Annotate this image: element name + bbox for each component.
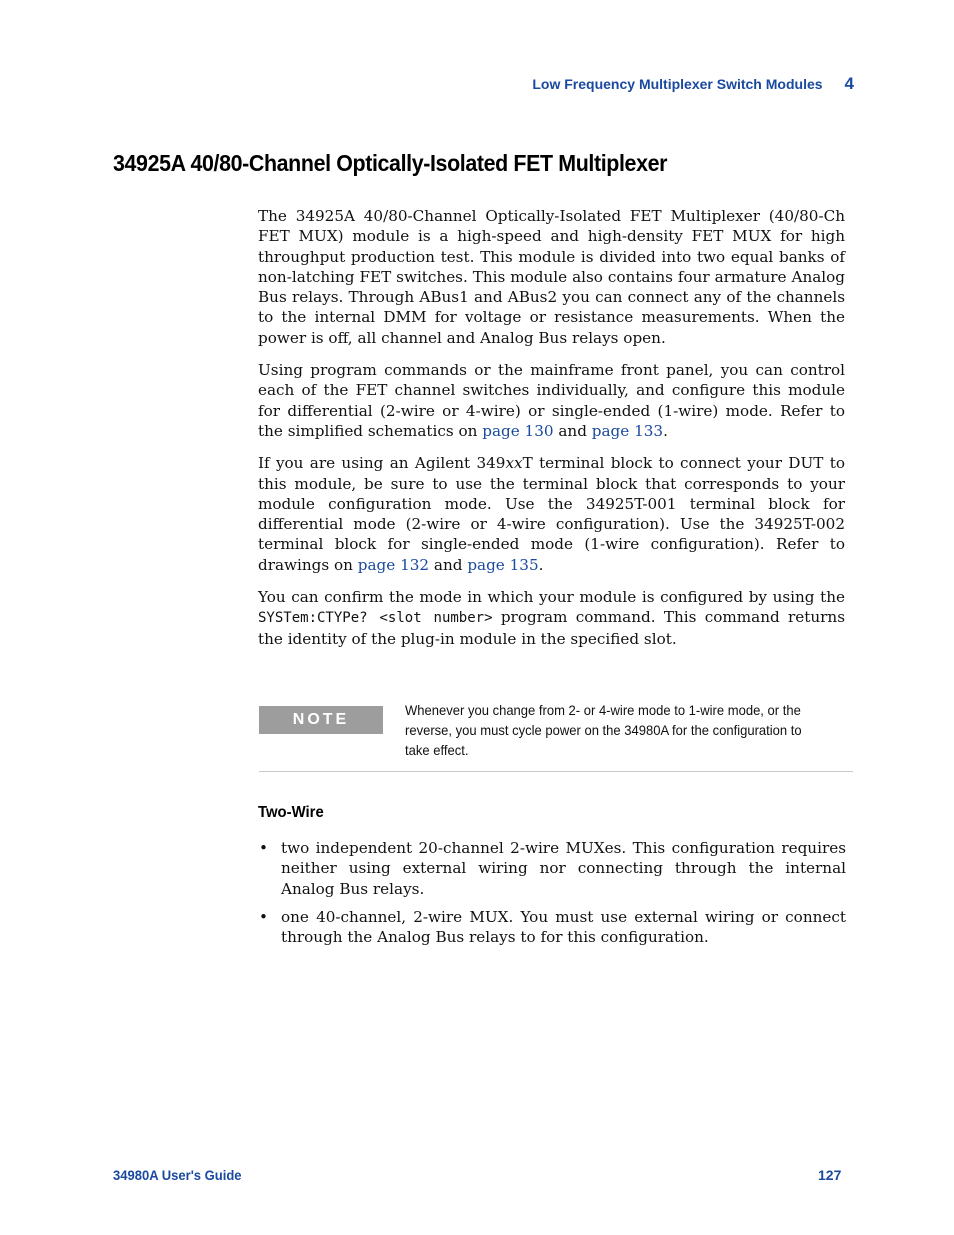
paragraph-terminal-block [258,453,845,575]
link-page-130[interactable]: page 130 [482,421,554,440]
paragraph-confirm-mode [258,587,845,649]
list-item [258,907,846,948]
bullet-icon: • [259,839,268,857]
note-label: NOTE [259,706,383,734]
command-code: SYSTem:CTYPe? <slot number> [258,610,493,627]
link-page-135[interactable]: page 135 [467,555,539,574]
list-item-text: one 40-channel, 2-wire MUX. You must use external wiring or connect through the Analog Bus relays to for this configuration. [281,907,846,947]
list-item [258,838,846,899]
paragraph-control [258,360,845,441]
running-header [532,74,854,94]
section-title: 34925A 40/80-Channel Optically-Isolated FET Multiplexer [113,150,668,176]
paragraph-terminal-text-1: If you are using an Agilent 349 [258,454,506,473]
paragraph-control-text-2: and [553,421,592,440]
link-page-133[interactable]: page 133 [591,421,664,440]
body-text [258,206,845,661]
bullet-icon: • [259,907,268,926]
note-box [259,700,853,772]
paragraph-confirm-text-1: You can confirm the mode in which your module is configured by using the [258,588,845,607]
footer-guide-title: 34980A User's Guide [113,1167,242,1183]
list-item-text: two independent 20-channel 2-wire MUXes. This configuration requires neither using external wiring nor connecting through the internal Analog Bus relays. [281,839,846,898]
link-page-132[interactable]: page 132 [357,555,430,574]
paragraph-control-text-3: . [663,421,668,440]
paragraph-terminal-text-3: and [429,555,468,574]
paragraph-terminal-text-2: T terminal block to connect your DUT to this module, be sure to use the terminal block that corresponds to your module configuration mode. Use the 34925T-001 terminal block for differential mode (2-wire or 4-wire configuration). Use the 34925T-002 terminal block for single-ended mode (1-wire configuration). Refer to drawings on [258,454,845,574]
note-text: Whenever you change from 2- or 4-wire mode to 1-wire mode, or the reverse, you must cycle power on the 34980A for the configuration to take effect. [405,702,802,758]
paragraph-terminal-italic: xx [505,454,523,473]
subsection-title: Two-Wire [258,804,324,821]
paragraph-intro: The 34925A 40/80-Channel Optically-Isolated FET Multiplexer (40/80-Ch FET MUX) module is a high-speed and high-density FET MUX for high throughput production test. This module is divided into two equal banks of non-latching FET switches. This module also contains four armature Analog Bus relays. Through ABus1 and ABus2 you can connect any of the channels to the internal DMM for voltage or resistance measurements. When the power is off, all channel and Analog Bus relays open. [258,207,845,347]
chapter-number: 4 [844,74,854,93]
paragraph-terminal-text-4: . [538,555,544,574]
footer-page-number: 127 [818,1167,842,1183]
bullet-list [258,838,846,955]
paragraph-control-text-1: Using program commands or the mainframe front panel, you can control each of the FET channel switches individually, and configure this module for differential (2-wire or 4-wire) or single-ended (1-wire) mode. Refer to the simplified schematics on [258,361,845,440]
running-header-title: Low Frequency Multiplexer Switch Modules [532,76,823,92]
paragraph-confirm-text-2: program command. This command returns the identity of the plug-in module in the specified slot. [258,608,845,648]
